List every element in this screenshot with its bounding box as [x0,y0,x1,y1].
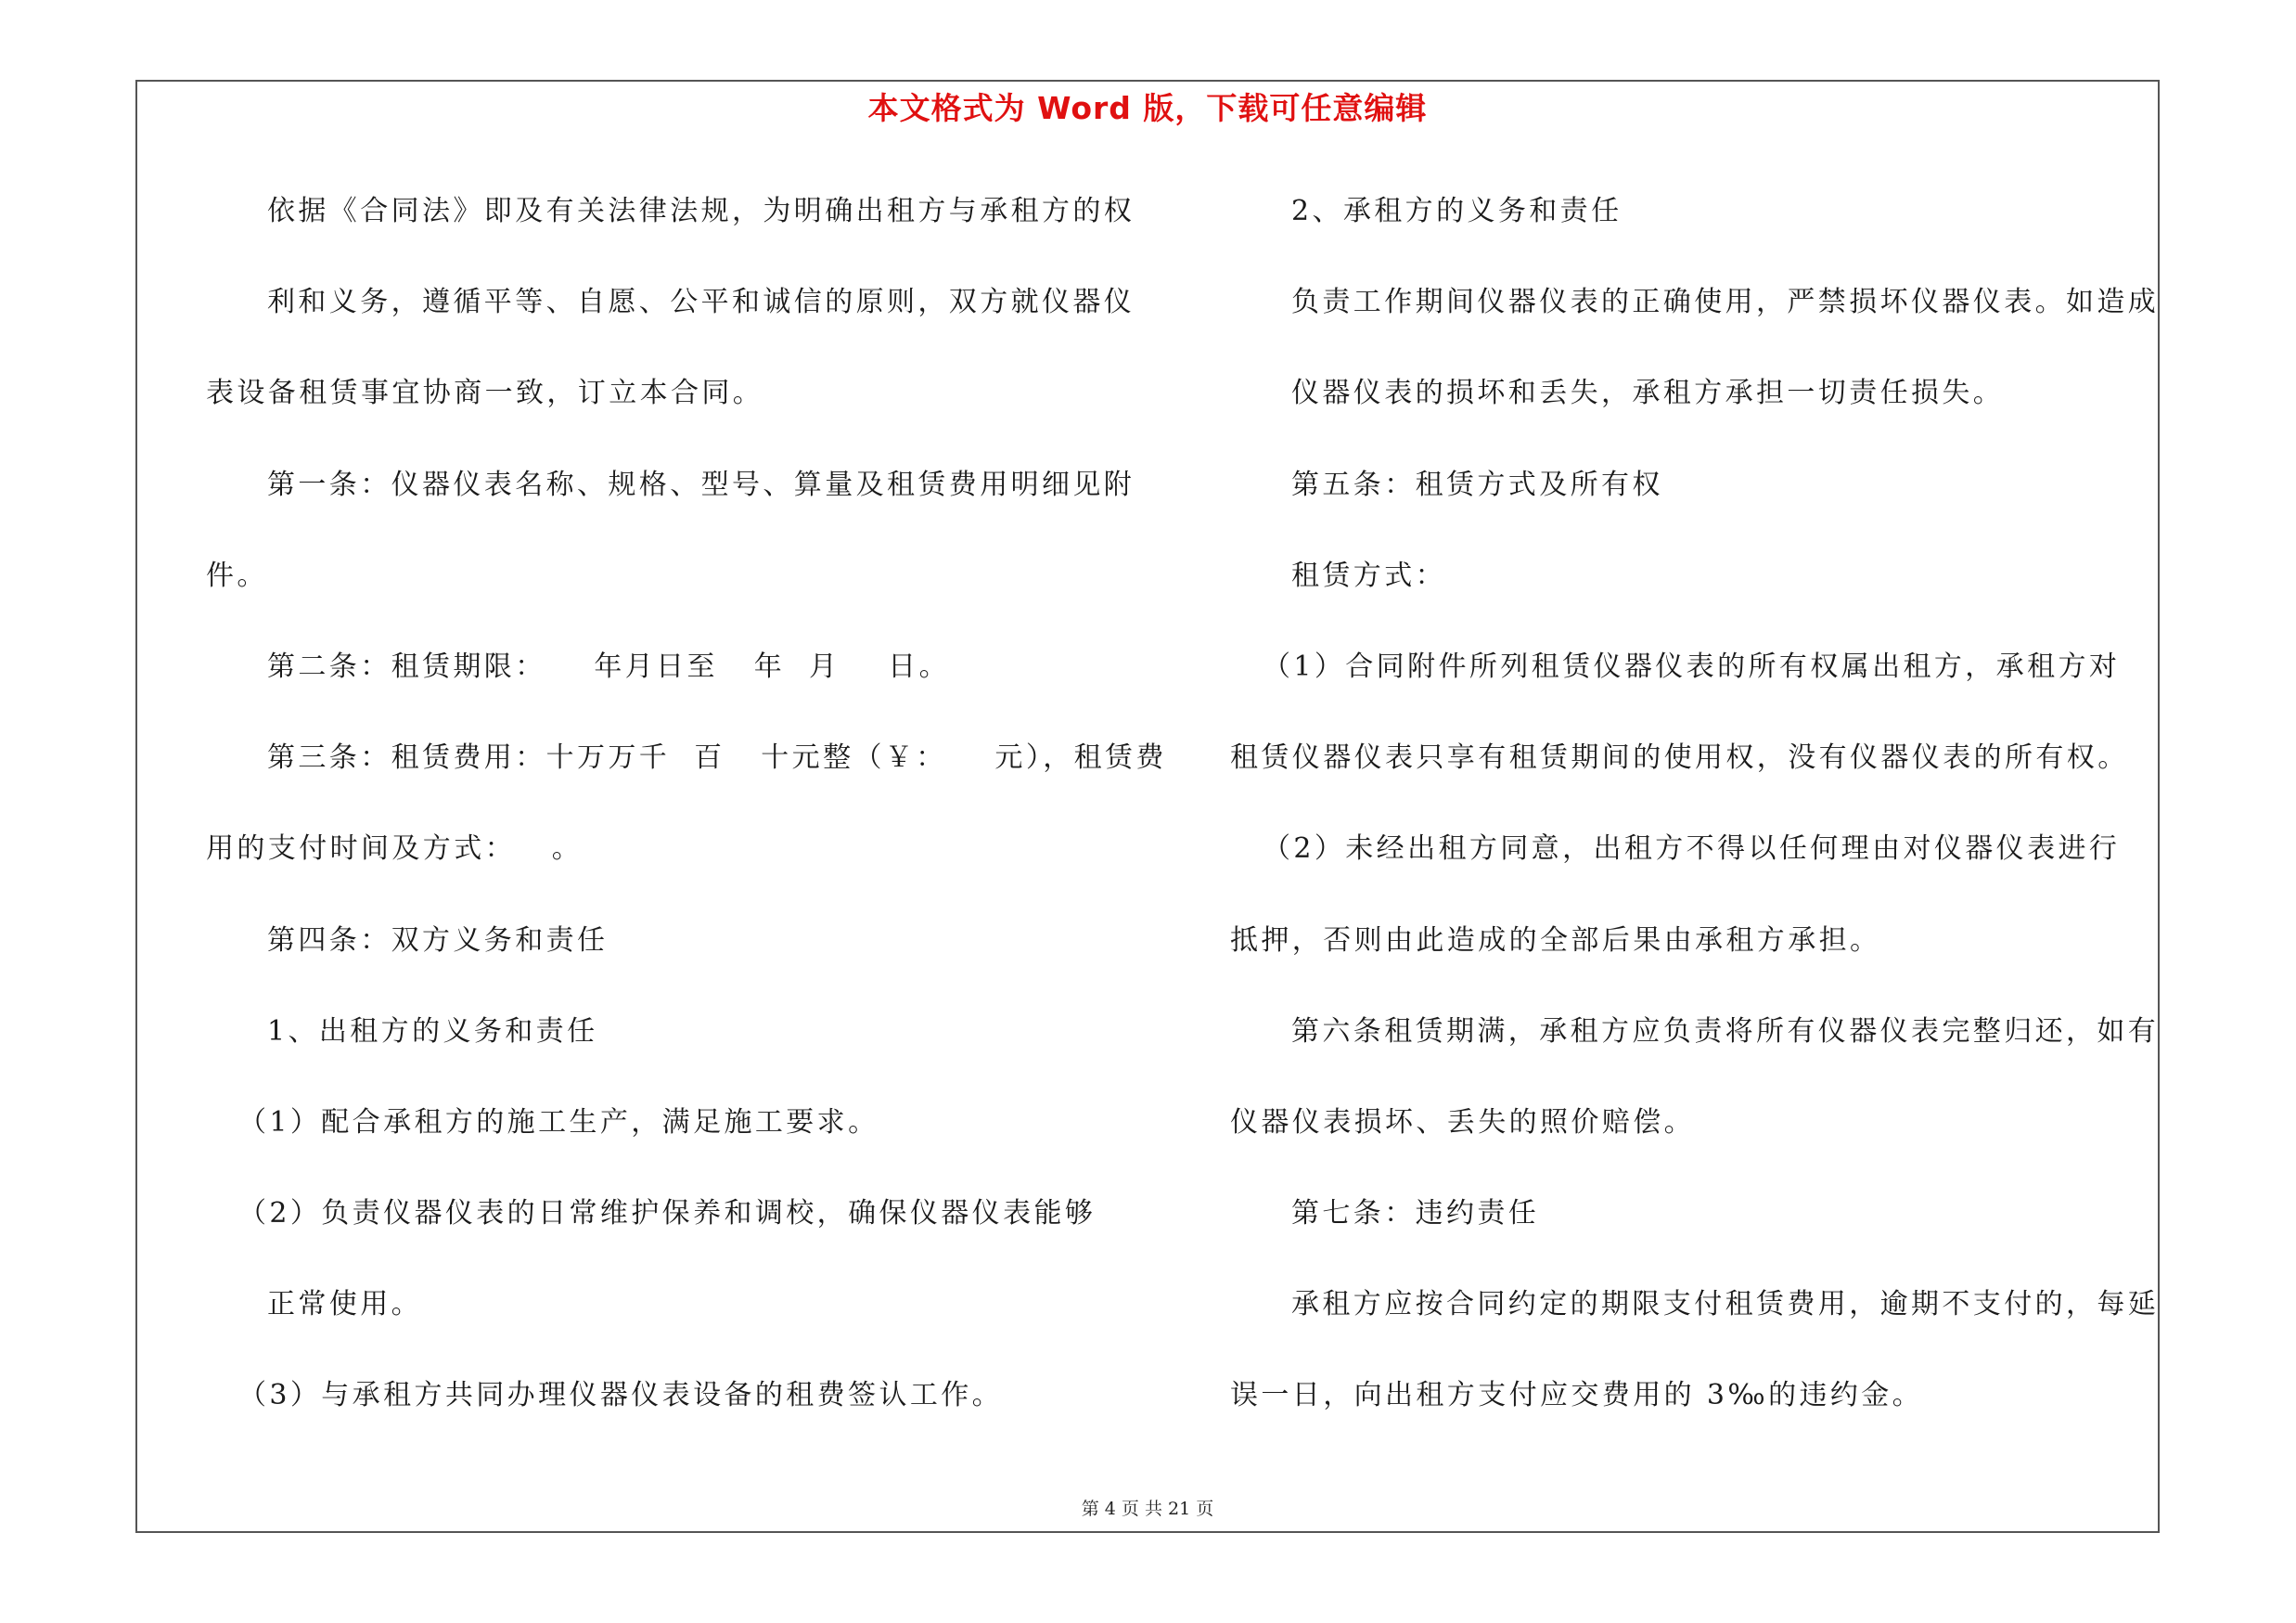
page-number-footer [135,1496,2160,1522]
text-line: 第三条：租赁费用：十万万千 百 十元整（￥： 元），租赁费 [267,741,1167,775]
text-line: 抵押，否则由此造成的全部后果由承租方承担。 [1230,923,1881,957]
text-line: （2）负责仪器仪表的日常维护保养和调校，确保仪器仪表能够 [238,1197,1097,1230]
footer-prefix: 第 [1081,1499,1099,1519]
text-line: 仪器仪表的损坏和丢失，承租方承担一切责任损失。 [1291,377,2005,410]
text-line: 承租方应按合同约定的期限支付租赁费用，逾期不支付的，每延 [1291,1288,2160,1321]
text-line: 第五条：租赁方式及所有权 [1291,468,1663,501]
text-line: 依据《合同法》即及有关法律法规，为明确出租方与承租方的权 [267,195,1135,227]
total-page-count: 21 [1168,1499,1191,1519]
text-line: 表设备租赁事宜协商一致，订立本合同。 [206,377,764,410]
text-line: 第四条：双方义务和责任 [267,923,609,957]
text-line: 负责工作期间仪器仪表的正确使用，严禁损坏仪器仪表。如造成 [1291,286,2160,319]
footer-middle: 页 共 [1121,1499,1162,1519]
text-line: （1）合同附件所列租赁仪器仪表的所有权属出租方，承租方对 [1263,650,2121,683]
footer-suffix: 页 [1196,1499,1214,1519]
text-line: 件。 [206,559,268,592]
text-line: 第七条：违约责任 [1291,1197,1540,1230]
text-line: （3）与承租方共同办理仪器仪表设备的租费签认工作。 [238,1379,1004,1412]
text-line: 用的支付时间及方式： 。 [206,832,584,866]
text-line: 利和义务，遵循平等、自愿、公平和诚信的原则，双方就仪器仪 [267,286,1135,319]
text-line: 租赁方式： [1291,559,1446,592]
left-column [206,184,1167,1460]
text-line: 第六条租赁期满，承租方应负责将所有仪器仪表完整归还，如有 [1291,1014,2160,1048]
text-line: 正常使用。 [267,1288,422,1321]
format-banner: 本文格式为 Word 版，下载可任意编辑 [867,90,1428,126]
current-page-number: 4 [1104,1499,1116,1519]
text-line: （2）未经出租方同意，出租方不得以任何理由对仪器仪表进行 [1263,832,2121,866]
text-line: 第一条：仪器仪表名称、规格、型号、算量及租赁费用明细见附 [267,468,1135,501]
text-line: 租赁仪器仪表只享有租赁期间的使用权，没有仪器仪表的所有权。 [1230,741,2129,775]
text-line: 误一日，向出租方支付应交费用的 3‰的违约金。 [1230,1379,1924,1412]
text-line: 第二条：租赁期限： 年月日至 年 月 日。 [267,650,950,683]
text-line: （1）配合承租方的施工生产，满足施工要求。 [238,1105,879,1139]
right-column [1230,184,2158,1460]
text-line: 1、出租方的义务和责任 [267,1014,598,1048]
text-line: 仪器仪表损坏、丢失的照价赔偿。 [1230,1105,1695,1139]
text-line: 2、承租方的义务和责任 [1291,195,1623,227]
